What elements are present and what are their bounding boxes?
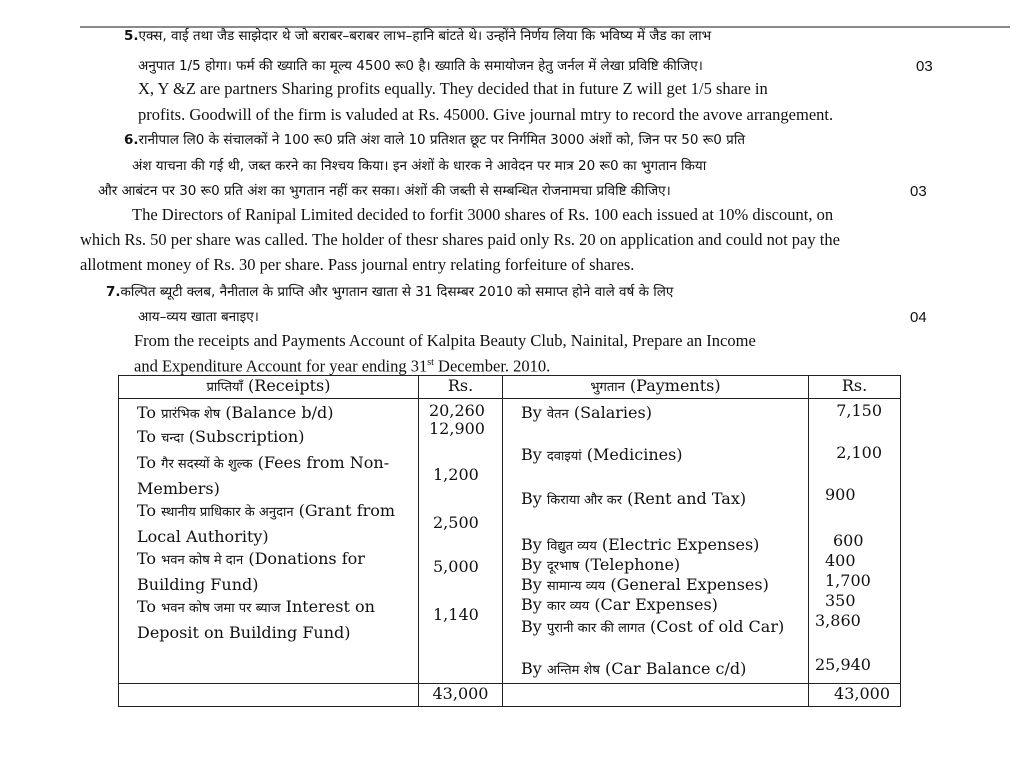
q5-number: 5.	[124, 28, 139, 44]
payment-amount: 25,940	[815, 655, 871, 674]
payment-amount: 7,150	[836, 401, 882, 420]
payment-amount: 900	[825, 485, 856, 504]
q7-number: 7.	[106, 284, 121, 300]
receipt-amount: 12,900	[429, 419, 485, 438]
receipt-item: To गैर सदस्यों के शुल्क (Fees from Non-Members)	[137, 453, 390, 498]
payment-amount: 600	[833, 531, 864, 550]
q6-english-line-1: The Directors of Ranipal Limited decided to forfit 3000 shares of Rs. 100 each issued at 10% discount, on	[132, 205, 834, 224]
q6-hindi-line-2: अंश याचना की गई थी, जब्त करने का निश्चय किया। इन अंशों के धारक ने आवेदन पर मात्र 20 रू0 का भुगतान किया	[132, 158, 707, 174]
payment-item: By सामान्य व्यय (General Expenses)	[521, 575, 769, 594]
q5-marks: 03	[916, 58, 933, 75]
receipt-item: To चन्दा (Subscription)	[137, 427, 305, 446]
table-header-row	[119, 376, 901, 399]
q6-english-line-3: allotment money of Rs. 30 per share. Pass journal entry relating forfeiture of shares.	[80, 255, 635, 274]
q7-english-line-1: From the receipts and Payments Account of Kalpita Beauty Club, Nainital, Prepare an Income	[134, 331, 756, 350]
receipt-item: To प्रारंभिक शेष (Balance b/d)	[137, 403, 334, 422]
receipt-amount: 20,260	[429, 401, 485, 420]
receipts-total: 43,000	[419, 684, 503, 707]
payments-amounts-cell	[809, 399, 901, 684]
receipt-item: To भवन कोष मे दान (Donations for Building Fund)	[137, 549, 365, 594]
payments-total-label-cell	[503, 684, 809, 707]
payment-item: By कार व्यय (Car Expenses)	[521, 595, 718, 614]
q5-hindi-line-1: 5.एक्स, वाई तथा जैड साझेदार थे जो बराबर–बराबर लाभ–हानि बांटते थे। उन्होंने निर्णय लिया कि भविष्य में जैड का लाभ	[124, 28, 712, 44]
q6-english-line-2: which Rs. 50 per share was called. The holder of thesr shares paid only Rs. 20 on application and could not pay the	[80, 230, 840, 249]
receipts-amounts-cell	[419, 399, 503, 684]
payments-items-cell	[503, 399, 809, 684]
payment-item: By दूरभाष (Telephone)	[521, 555, 681, 574]
receipt-item: To भवन कोष जमा पर ब्याज Interest on Deposit on Building Fund)	[137, 597, 375, 642]
payment-item: By पुरानी कार की लागत (Cost of old Car)	[521, 617, 785, 636]
receipt-amount: 2,500	[433, 513, 479, 532]
table-body-row	[119, 399, 901, 684]
payments-header: भुगतान (Payments)	[503, 376, 809, 399]
table-total-row	[119, 684, 901, 707]
q6-hindi-line-3: और आबंटन पर 30 रू0 प्रति अंश का भुगतान नहीं कर सका। अंशों की जब्ती से सम्बन्धित रोजनामचा प्रविष्टि कीजिए।	[98, 183, 671, 199]
q6-marks: 03	[910, 183, 927, 200]
payments-total: 43,000	[809, 684, 901, 707]
payment-amount: 3,860	[815, 611, 861, 630]
q5-english-line-1: X, Y &Z are partners Sharing profits equally. They decided that in future Z will get 1/5 share in	[138, 79, 768, 98]
receipts-amount-header: Rs.	[419, 376, 503, 399]
q7-hindi-line-2: आय–व्यय खाता बनाइए।	[138, 309, 259, 325]
receipt-amount: 5,000	[433, 557, 479, 576]
receipt-amount: 1,140	[433, 605, 479, 624]
payment-item: By अन्तिम शेष (Car Balance c/d)	[521, 659, 747, 678]
q7-hindi-line-1: 7.कल्पित ब्यूटी क्लब, नैनीताल के प्राप्ति और भुगतान खाता से 31 दिसम्बर 2010 को समाप्त होने वाले वर्ष के लिए	[106, 284, 674, 300]
q6-hindi-line-1: 6.रानीपाल लि0 के संचालकों ने 100 रू0 प्रति अंश वाले 10 प्रतिशत छूट पर निर्गमित 3000 अंशों को, जिन पर 50 रू0 प्रति	[124, 132, 746, 148]
q5-hindi-line-2: अनुपात 1/5 होगा। फर्म की ख्याति का मूल्य 4500 रू0 है। ख्याति के समायोजन हेतु जर्नल में लेखा प्रविष्टि कीजिए।	[138, 58, 703, 74]
payment-amount: 1,700	[825, 571, 871, 590]
payment-amount: 400	[825, 551, 856, 570]
q7-english-line-2: and Expenditure Account for year ending 31st December. 2010.	[134, 356, 551, 376]
receipts-items-cell	[119, 399, 419, 684]
q7-marks: 04	[910, 309, 927, 326]
payment-item: By दवाइयां (Medicines)	[521, 445, 683, 464]
payment-amount: 350	[825, 591, 856, 610]
receipt-amount: 1,200	[433, 465, 479, 484]
receipts-payments-table	[118, 375, 901, 707]
payment-item: By विद्युत व्यय (Electric Expenses)	[521, 535, 760, 554]
q5-english-line-2: profits. Goodwill of the firm is valuded at Rs. 45000. Give journal mtry to record the avove arrangement.	[138, 105, 834, 124]
receipts-header: प्राप्तियाँ (Receipts)	[119, 376, 419, 399]
payment-item: By किराया और कर (Rent and Tax)	[521, 489, 747, 508]
q6-number: 6.	[124, 132, 139, 148]
receipts-total-label-cell	[119, 684, 419, 707]
payment-item: By वेतन (Salaries)	[521, 403, 652, 422]
payment-amount: 2,100	[836, 443, 882, 462]
receipt-item: To स्थानीय प्राधिकार के अनुदान (Grant from Local Authority)	[137, 501, 396, 546]
payments-amount-header: Rs.	[809, 376, 901, 399]
